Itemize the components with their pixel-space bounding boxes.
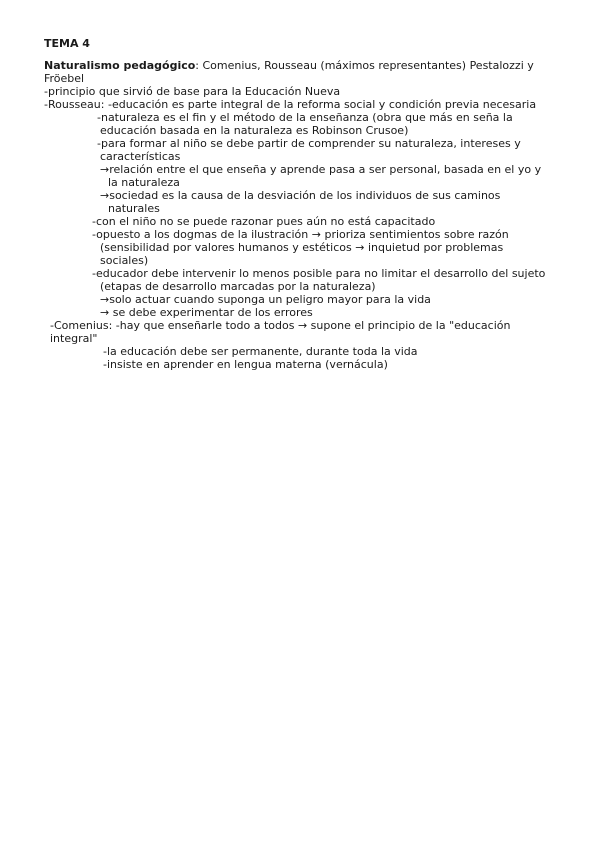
rousseau-opuesto-3: sociales) xyxy=(100,254,149,267)
rousseau-formar-1: -para formar al niño se debe partir de comprender su naturaleza, intereses y xyxy=(97,137,521,150)
intro-heading: Naturalismo pedagógico xyxy=(44,59,196,72)
rousseau-relacion-2: la naturaleza xyxy=(108,176,180,189)
rousseau-naturaleza-1: -naturaleza es el fin y el método de la enseñanza (obra que más en seña la xyxy=(97,111,513,124)
page-title: TEMA 4 xyxy=(44,37,90,50)
comenius-lengua: -insiste en aprender en lengua materna (vernácula) xyxy=(103,358,388,371)
comenius-line-1: -Comenius: -hay que enseñarle todo a todos → supone el principio de la "educación xyxy=(50,319,511,332)
rousseau-errores: → se debe experimentar de los errores xyxy=(100,306,313,319)
rousseau-peligro: →solo actuar cuando suponga un peligro mayor para la vida xyxy=(100,293,431,306)
rousseau-first: -educación es parte integral de la reforma social y condición previa necesaria xyxy=(107,98,537,111)
intro-heading-cont: Fröebel xyxy=(44,72,85,85)
rousseau-sociedad-1: →sociedad es la causa de la desviación de los individuos de sus caminos xyxy=(100,189,501,202)
rousseau-label: -Rousseau: xyxy=(44,98,108,111)
rousseau-razonar: -con el niño no se puede razonar pues aún no está capacitado xyxy=(92,215,436,228)
rousseau-educador-1: -educador debe intervenir lo menos posible para no limitar el desarrollo del sujeto xyxy=(92,267,546,280)
comenius-permanente: -la educación debe ser permanente, durante toda la vida xyxy=(103,345,418,358)
rousseau-educador-2: (etapas de desarrollo marcadas por la naturaleza) xyxy=(100,280,376,293)
rousseau-opuesto-2: (sensibilidad por valores humanos y estéticos → inquietud por problemas xyxy=(100,241,504,254)
rousseau-first-line xyxy=(44,98,536,111)
rousseau-formar-2: características xyxy=(100,150,181,163)
rousseau-opuesto-1: -opuesto a los dogmas de la ilustración → prioriza sentimientos sobre razón xyxy=(92,228,509,241)
rousseau-relacion-1: →relación entre el que enseña y aprende pasa a ser personal, basada en el yo y xyxy=(100,163,542,176)
intro-heading-line xyxy=(44,59,534,72)
comenius-line-2: integral" xyxy=(50,332,98,345)
intro-heading-rest: : Comenius, Rousseau (máximos representantes) Pestalozzi y xyxy=(195,59,534,72)
intro-principle: -principio que sirvió de base para la Educación Nueva xyxy=(44,85,341,98)
rousseau-naturaleza-2: educación basada en la naturaleza es Robinson Crusoe) xyxy=(100,124,409,137)
rousseau-sociedad-2: naturales xyxy=(108,202,160,215)
